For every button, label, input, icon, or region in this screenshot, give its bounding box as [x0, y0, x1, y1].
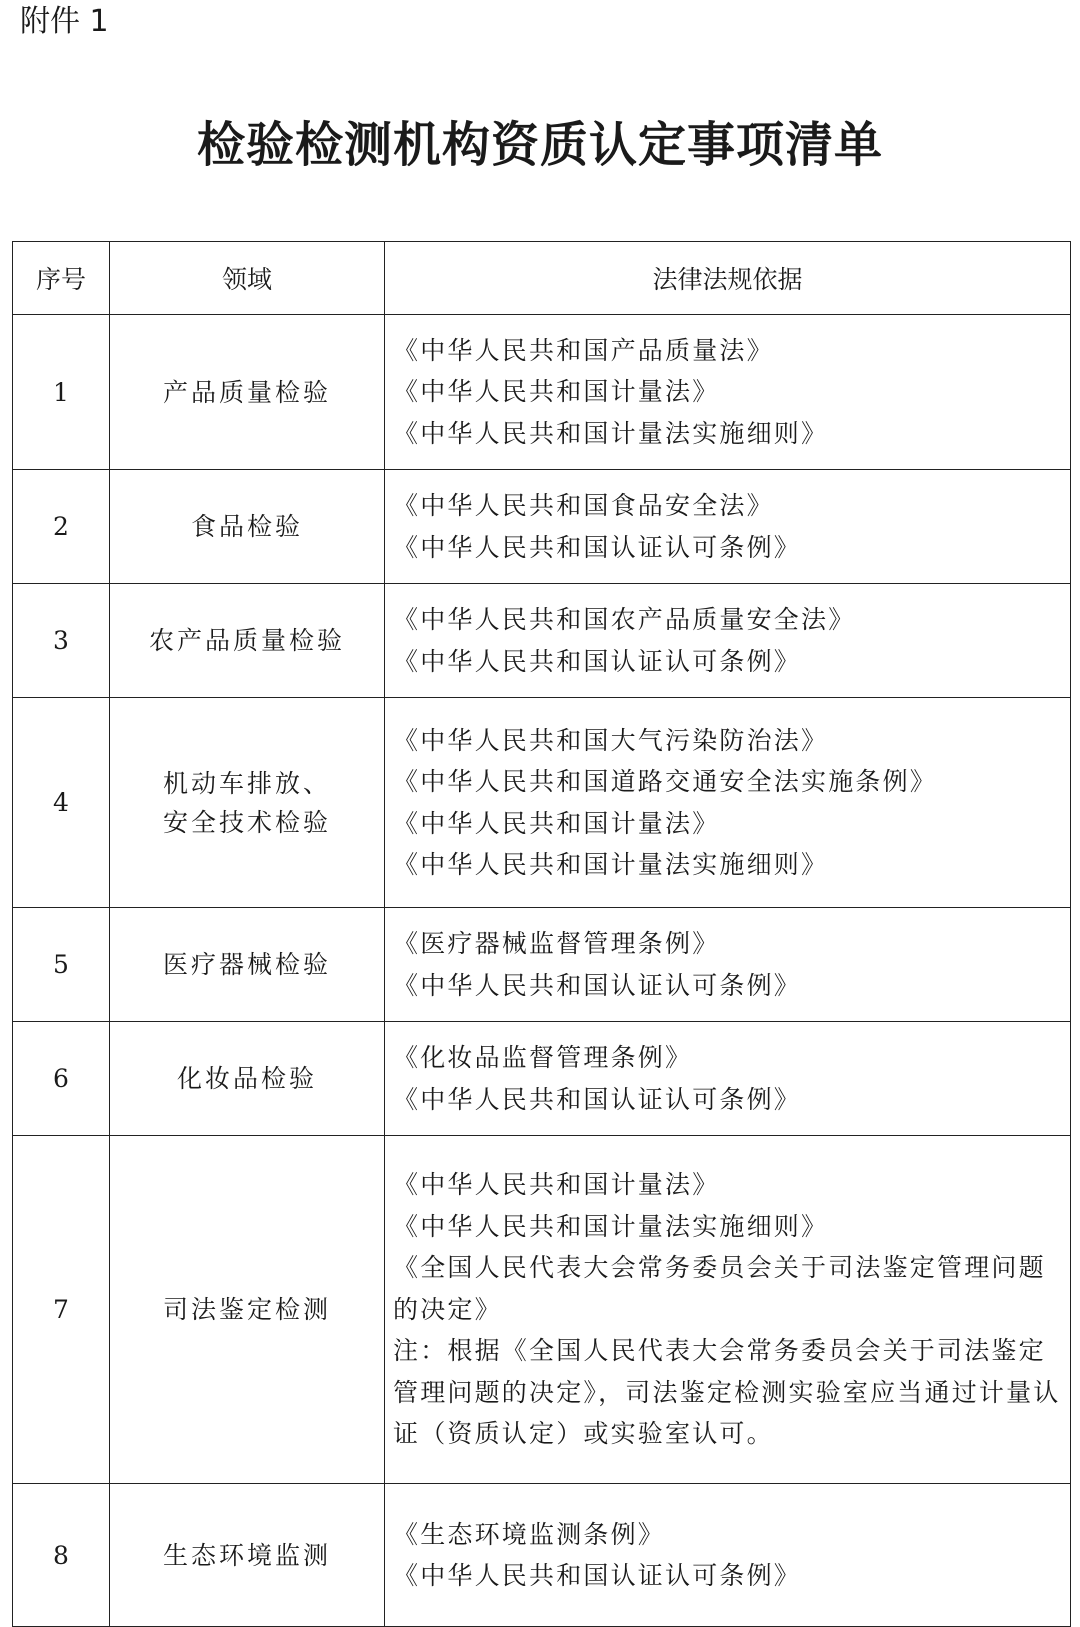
- header-field: 领域: [110, 242, 385, 315]
- row-field: [110, 698, 385, 908]
- row-index: 6: [13, 1022, 110, 1136]
- legal-basis-line: 《中华人民共和国认证认可条例》: [393, 970, 802, 1000]
- row-index: 4: [13, 698, 110, 908]
- header-index: 序号: [13, 242, 110, 315]
- qualification-table: [12, 241, 1071, 1627]
- row-index: 7: [13, 1136, 110, 1484]
- row-legal-basis: [385, 698, 1071, 908]
- legal-basis-line: 《中华人民共和国认证认可条例》: [393, 1561, 802, 1590]
- legal-basis-line: 《全国人民代表大会常务委员会关于司法鉴定管理问题: [393, 1253, 1046, 1283]
- row-legal-basis: [385, 1022, 1071, 1136]
- table-row: [13, 1484, 1071, 1627]
- legal-basis-line: 《中华人民共和国认证认可条例》: [393, 646, 802, 676]
- row-legal-basis: [385, 1136, 1071, 1484]
- legal-basis-line: 《中华人民共和国计量法》: [393, 1170, 720, 1200]
- legal-basis-line: 《中华人民共和国产品质量法》: [393, 335, 774, 365]
- legal-basis-note: 注：根据《全国人民代表大会常务委员会关于司法鉴定管理问题的决定》，司法鉴定检测实验室应当通过计量认证（资质认定）或实验室认可。: [393, 1336, 1061, 1449]
- row-legal-basis: [385, 315, 1071, 470]
- row-legal-basis: [385, 470, 1071, 584]
- legal-basis-line: 《中华人民共和国道路交通安全法实施条例》: [393, 767, 938, 796]
- legal-basis-line: 《中华人民共和国农产品质量安全法》: [393, 605, 856, 634]
- table-row: [13, 1022, 1071, 1136]
- row-index: 1: [13, 315, 110, 470]
- legal-basis-line: 《化妆品监督管理条例》: [393, 1043, 693, 1072]
- row-field: [110, 1136, 385, 1484]
- legal-basis-line: 《中华人民共和国计量法》: [393, 808, 720, 838]
- field-line: 生态环境监测: [162, 1540, 331, 1570]
- legal-basis-line: 《中华人民共和国计量法实施细则》: [393, 1211, 829, 1241]
- table-row: [13, 1136, 1071, 1484]
- field-line: 司法鉴定检测: [162, 1295, 331, 1324]
- field-line: 农产品质量检验: [148, 626, 345, 655]
- header-legal-basis: 法律法规依据: [385, 242, 1071, 315]
- row-index: 5: [13, 908, 110, 1022]
- legal-basis-line: 《中华人民共和国食品安全法》: [393, 491, 774, 520]
- row-field: [110, 1022, 385, 1136]
- field-line: 安全技术检验: [162, 807, 331, 837]
- table-row: [13, 470, 1071, 584]
- legal-basis-line: 的决定》: [393, 1294, 502, 1324]
- row-field: [110, 1484, 385, 1627]
- legal-basis-line: 《中华人民共和国计量法》: [393, 377, 720, 407]
- row-field: [110, 908, 385, 1022]
- table-header-row: [13, 242, 1071, 315]
- table-row: [13, 698, 1071, 908]
- row-field: [110, 584, 385, 698]
- row-field: [110, 315, 385, 470]
- row-index: 2: [13, 470, 110, 584]
- field-line: 医疗器械检验: [162, 950, 331, 979]
- row-field: [110, 470, 385, 584]
- legal-basis-line: 《中华人民共和国计量法实施细则》: [393, 418, 829, 448]
- attachment-label: 附件 1: [20, 4, 109, 39]
- row-legal-basis: [385, 584, 1071, 698]
- legal-basis-line: 《中华人民共和国认证认可条例》: [393, 532, 802, 562]
- row-legal-basis: [385, 1484, 1071, 1627]
- legal-basis-line: 《生态环境监测条例》: [393, 1519, 666, 1549]
- legal-basis-line: 《中华人民共和国计量法实施细则》: [393, 850, 829, 879]
- field-line: 机动车排放、: [162, 768, 331, 798]
- page-title: 检验检测机构资质认定事项清单: [196, 117, 883, 173]
- field-line: 产品质量检验: [162, 377, 331, 407]
- table-row: [13, 315, 1071, 470]
- field-line: 食品检验: [190, 512, 303, 541]
- row-legal-basis: [385, 908, 1071, 1022]
- legal-basis-line: 《中华人民共和国大气污染防治法》: [393, 725, 829, 755]
- row-index: 8: [13, 1484, 110, 1627]
- field-line: 化妆品检验: [176, 1064, 317, 1093]
- row-index: 3: [13, 584, 110, 698]
- legal-basis-line: 《中华人民共和国认证认可条例》: [393, 1084, 802, 1114]
- table-row: [13, 584, 1071, 698]
- table-row: [13, 908, 1071, 1022]
- legal-basis-line: 《医疗器械监督管理条例》: [393, 929, 720, 958]
